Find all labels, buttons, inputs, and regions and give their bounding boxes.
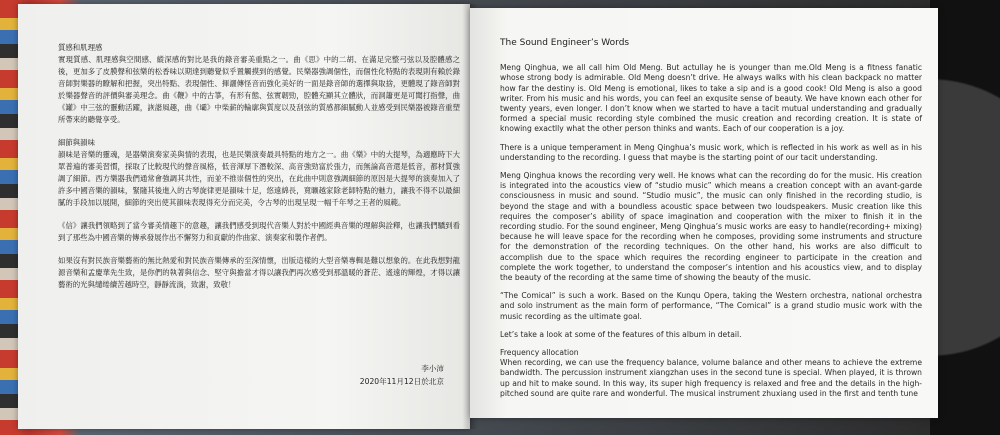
zh-paragraph-3: 《信》讓我們領略到了當今審美情趣下的意趣，讓我們感受到現代音樂人對於中國經典音樂的理解與詮釋，也讓我們驕到看到了那些為中國音樂的傳承發展作出不懈努力和貢獻的作曲家、演奏家和製作者們。 bbox=[58, 221, 460, 242]
en-paragraph-5: Let’s take a look at some of the features of this album in detail. bbox=[500, 329, 742, 339]
en-paragraph-3: Meng Qinghua knows the recording very well. He knows what can the recording do for the music. His creation is integrated into the acoustics view of “studio music” which means a creation concept with an avant-garde consciousness in music and sound. “Studio music”, the music can only finished in the recording studio, is beyond the stage and with a boundless acoustic space between two loudspeakers. Music creation like this requires the composer’s ability of space imagination and cooperation with the mixer to finish it in the recording studio. For the sound engineer, Meng Qinghua’s music works are easy to handle(recording+ mixing) because he will leave space for the recording when he composes, providing some instruments and structure for the demonstration of the recording techniques. On the other hand, his works are also difficult to accomplish due to the space which requires the recording engineer to participate in the creation and complete the work together, to understand the composer’s intention and his acoustics view, and to display the beauty of the recording at the same time of showing the beauty of the music. bbox=[500, 171, 922, 283]
section-heading: Frequency allocation bbox=[500, 348, 579, 358]
zh-paragraph-4: 如果沒有對民族音樂藝術的無比熱愛和對民族音樂傳承的至深情懷，出版這樣的大型音樂專輯是難以想象的。在此我想對龍源音樂和孟慶華先生致，是你們的執著與信念、堅守與擔當才得以讓我們再次感受到那溫暖的蒼茫、遙遠的輝煌，才得以讓藝術的光與缱绻續苦越時空，靜靜流淌，致謝，致敬！ bbox=[58, 256, 460, 289]
signature-name: 李小沛 bbox=[421, 364, 444, 373]
en-paragraph-4: “The Comical” is such a work. Based on the Kunqu Opera, taking the Western orchestra, national orchestra and solo instrument as the main form of performance, “The Comical” is a grand studio music work with the music recording as the ultimate goal. bbox=[500, 291, 922, 321]
zh-paragraph-2 bbox=[58, 137, 460, 209]
chinese-text-block bbox=[58, 42, 460, 302]
zh-heading-2: 細節與韻味 bbox=[58, 138, 95, 147]
page-title: The Sound Engineer’s Words bbox=[500, 38, 630, 48]
section-text: When recording, we can use the frequency balance, volume balance and other means to achieve the extreme bandwidth. The percussion instrument xiangzhan uses in the second tune is special. When played, it is thrown up and hit to make sound. In this way, its super high frequency is relaxed and free and the details in the high-pitched sound are quite rare and wonderful. The musical instrument zhuxiang used in the first and tenth tune bbox=[500, 358, 922, 398]
en-paragraph-1: Meng Qinghua, we all call him Old Meng. But actullay he is younger than me.Old Meng is a fitness fanatic whose strong body is admirable. Old Meng doesn’t drive. He always walks with his clean backpack no matter how far the destiny is. Old Meng is emotional, likes to take a sip and is a good cook! Old Meng is also a good writer. From his music and his words, you can feel an exqusite sense of beauty. We have known each other for twenty years, even longer. I don’t know when we started to have a tacit mutual understanding and gradually formed a special music recording style combined the music creation and recording creation. It is state of knowing exactlly what the other person thinks and wants. Each of our cooperation is a joy. bbox=[500, 63, 922, 134]
zh-heading-1: 質感和肌理感 bbox=[58, 43, 103, 52]
signature-block bbox=[360, 362, 444, 388]
signature-date: 2020年11月12日於北京 bbox=[359, 377, 444, 386]
cd-disc-edge bbox=[930, 0, 1000, 435]
right-page bbox=[470, 8, 938, 418]
en-paragraph-2: There is a unique temperament in Meng Qinghua’s music work, which is reflected in his work as well as in his understanding to the recording. I guess that maybe is the starting point of our tacit understanding. bbox=[500, 142, 922, 162]
zh-paragraph-1 bbox=[58, 42, 460, 126]
english-text-block bbox=[500, 38, 922, 407]
left-page bbox=[18, 4, 470, 429]
zh-text-1: 實現質感、肌理感與空間感、縱深感的對比是我的錄音審美重點之一。曲《思》中的二胡、在滿足完整弓弦以及腔體感之後，更加多了皮膜聲和弦樂的松香味以期達到聽覺似乎置觸摸到的感覺。民樂器強調個性，而個性化特點的表現則有賴於錄音師對樂器的瞭解和把握，突出特點、表現個性、揮灑傳怪音而強化美好的一面是錄音師的選擇與取捨，更體現了錄音師對於樂器聲音的評價與審美理念。曲《鞭》中的古箏，有形有態、弦實韌勁，腔體充顯其立體狀，而洞簫更是可聞打指聲，曲《罐》中三弦的靈動活躍，詼諧風趣，曲《壩》中柴薪的輪廓與質度以及刮弦的質感都細膩動人並感受到民樂器被錄音重塑所帶來的聽覺享受。 bbox=[58, 55, 460, 124]
zh-text-2: 韻味是音樂的靈魂，是器樂演奏家美與情的表現，也是民樂演奏最具特點的地方之一。曲《樂》中的大提琴，為適應時下大眾普遍的審美習慣，採取了比較現代的聲音風格，低音渾厚下潛較深、高音強勁富於張力，而無論高音還是低音，都材質強調了細節。西方樂器我們通常會強調其共性，而並不推崇個性的突出，在此曲中則意強調細節的原因是大提琴的演奏加入了許多中國音樂的韻味，緊隨其後進入的古琴旋律更是韻味十足，悠遠綿長，寬曠越家除老師特點的魅力，讓我不得不以最細膩的手段加以展開，細節的突出使其韻味表現得充分而完美，令古琴的出現呈現一幅千年琴之王者的風範。 bbox=[58, 150, 460, 207]
